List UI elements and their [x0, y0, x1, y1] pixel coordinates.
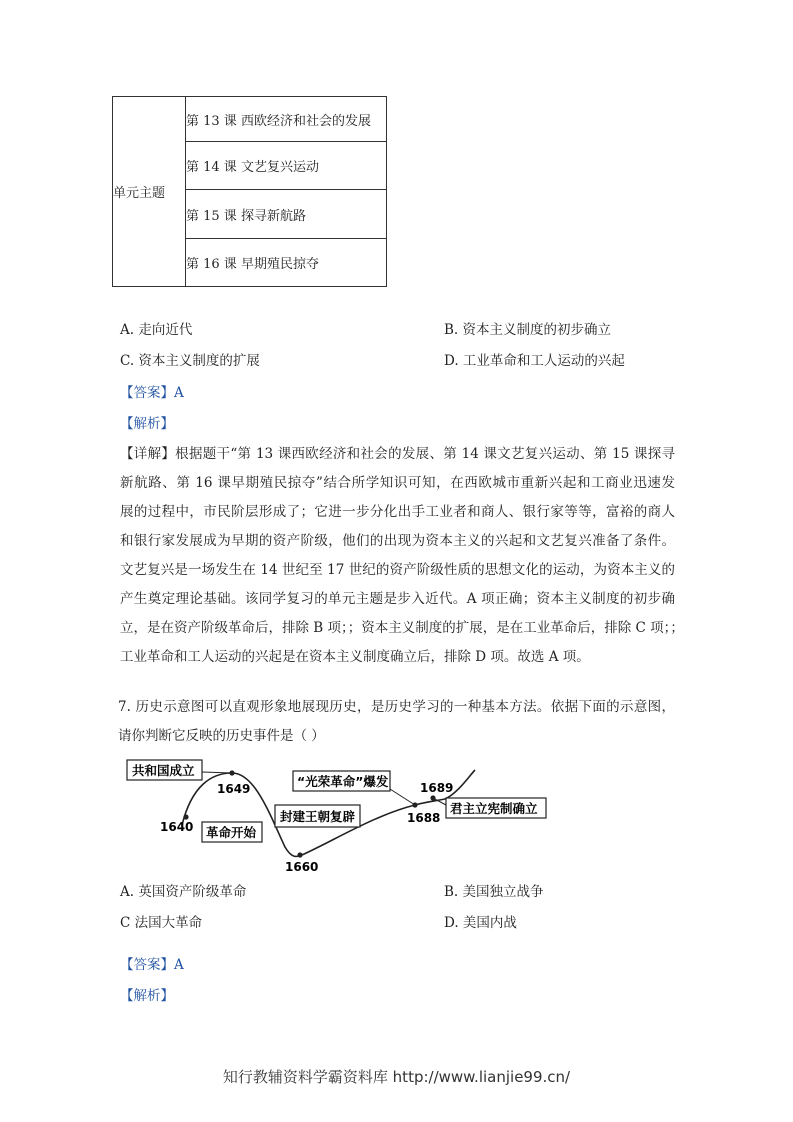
stem-line: 请你判断它反映的历史事件是（ ）	[118, 728, 325, 744]
q6-option-a: A. 走向近代	[120, 322, 193, 338]
stem-line: 7. 历史示意图可以直观形象地展现历史，是历史学习的一种基本方法。依据下面的示意图，	[118, 699, 675, 715]
detail-line: 立，是在资产阶级革命后，排除 B 项；；资本主义制度的扩展，是在工业革命后，排除 C 项；；	[120, 620, 684, 636]
lesson-14: 第 14 课 文艺复兴运动	[186, 142, 387, 190]
year-1688: 1688	[407, 811, 441, 825]
q6-answer: 【答案】A	[120, 385, 184, 401]
year-1649: 1649	[217, 782, 251, 796]
year-1689: 1689	[420, 781, 454, 795]
point-1640	[183, 814, 188, 819]
detail-line: 展的过程中，市民阶层形成了；它进一步分化出手工业者和商人、银行家等等，富裕的商人	[120, 504, 675, 520]
q6-detail	[120, 440, 684, 672]
detail-line: 【详解】根据题干“第 13 课西欧经济和社会的发展、第 14 课文艺复兴运动、第 15 课探寻	[120, 446, 675, 462]
q7-answer: 【答案】A	[120, 957, 184, 973]
detail-line: 文艺复兴是一场发生在 14 世纪至 17 世纪的资产阶级性质的思想文化的运动，为资本主义的	[120, 562, 675, 578]
q7-option-c: C 法国大革命	[120, 915, 203, 931]
detail-line: 新航路、第 16 课早期殖民掠夺”结合所学知识可知，在西欧城市重新兴起和工商业迅速发	[120, 475, 675, 491]
q7-option-d: D. 美国内战	[444, 915, 517, 931]
q7-option-b: B. 美国独立战争	[444, 884, 544, 900]
label-revolution-start: 革命开始	[206, 825, 257, 840]
year-1640: 1640	[160, 820, 194, 834]
lesson-15: 第 15 课 探寻新航路	[186, 190, 387, 239]
year-1660: 1660	[285, 860, 319, 874]
lesson-16: 第 16 课 早期殖民掠夺	[186, 239, 387, 287]
unit-label: 单元主题	[113, 97, 186, 287]
history-diagram	[120, 755, 560, 875]
q7-option-a: A. 英国资产阶级革命	[120, 884, 247, 900]
point-1660	[297, 852, 302, 857]
label-republic: 共和国成立	[132, 763, 195, 778]
q6-option-c: C. 资本主义制度的扩展	[120, 353, 260, 369]
q6-option-b: B. 资本主义制度的初步确立	[444, 322, 612, 338]
q7-stem	[118, 693, 675, 751]
footer-watermark: 知行教辅资料学霸资料库 http://www.lianjie99.cn/	[222, 1068, 571, 1086]
lesson-13: 第 13 课 西欧经济和社会的发展	[186, 97, 387, 142]
detail-line: 和银行家发展成为早期的资产阶级，他们的出现为资本主义的兴起和文艺复兴准备了条件。	[120, 533, 675, 549]
label-constitutional: 君主立宪制确立	[450, 801, 538, 816]
unit-table	[112, 96, 387, 287]
q7-analysis-label: 【解析】	[120, 988, 174, 1004]
detail-line: 产生奠定理论基础。该同学复习的单元主题是步入近代。A 项正确；资本主义制度的初步确	[120, 591, 675, 607]
label-restoration: 封建王朝复辟	[280, 809, 356, 824]
label-glorious: “光荣革命”爆发	[297, 774, 389, 789]
q6-option-d: D. 工业革命和工人运动的兴起	[444, 353, 625, 369]
q6-analysis-label: 【解析】	[120, 416, 174, 432]
detail-line: 工业革命和工人运动的兴起是在资本主义制度确立后，排除 D 项。故选 A 项。	[120, 649, 590, 665]
